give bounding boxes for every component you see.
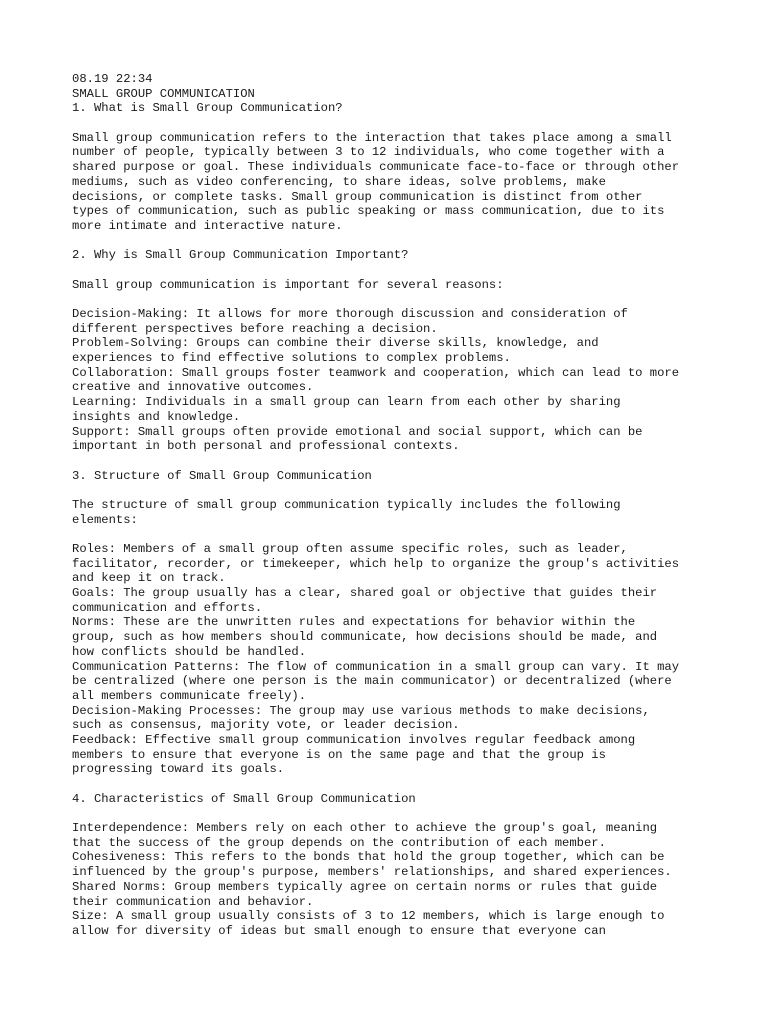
text-line: all members communicate freely). (72, 688, 307, 703)
text-line: shared purpose or goal. These individuals communicate face-to-face or through other (72, 160, 680, 175)
text-line: Norms: These are the unwritten rules and expectations for behavior within the (72, 615, 636, 630)
text-line: Small group communication is important for several reasons: (72, 277, 504, 292)
text-line: important in both personal and professional contexts. (72, 439, 460, 454)
text-line: more intimate and interactive nature. (72, 218, 343, 233)
text-line: Cohesiveness: This refers to the bonds that hold the group together, which can be (72, 850, 665, 865)
text-line: types of communication, such as public speaking or mass communication, due to its (72, 204, 665, 219)
text-line: experiences to find effective solutions to complex problems. (72, 351, 511, 366)
blank-line (72, 116, 722, 131)
text-line: Small group communication refers to the interaction that takes place among a small (72, 130, 672, 145)
paragraph (72, 278, 722, 293)
text-line: elements: (72, 512, 138, 527)
text-line: such as consensus, majority vote, or leader decision. (72, 718, 460, 733)
blank-line (72, 777, 722, 792)
text-line: their communication and behavior. (72, 894, 314, 909)
text-line: allow for diversity of ideas but small enough to ensure that everyone can (72, 923, 606, 938)
text-line: mediums, such as video conferencing, to share ideas, solve problems, make (72, 174, 606, 189)
text-line: Roles: Members of a small group often assume specific roles, such as leader, (72, 542, 628, 556)
text-line: Feedback: Effective small group communication involves regular feedback among (72, 732, 636, 747)
blank-line (72, 454, 722, 469)
paragraph (72, 307, 722, 454)
section-heading: 1. What is Small Group Communication? (72, 101, 343, 116)
text-line: group, such as how members should communicate, how decisions should be made, and (72, 630, 658, 645)
text-line: Shared Norms: Group members typically agree on certain norms or rules that guide (72, 879, 658, 894)
text-line: influenced by the group's purpose, members' relationships, and shared experiences. (72, 865, 672, 880)
blank-line (72, 527, 722, 542)
section-heading: 4. Characteristics of Small Group Communication (72, 791, 416, 806)
text-line: be centralized (where one person is the main communicator) or decentralized (where (72, 674, 672, 689)
blank-line (72, 806, 722, 821)
document-title: SMALL GROUP COMMUNICATION (72, 86, 255, 101)
blank-line (72, 483, 722, 498)
document-page (72, 72, 722, 939)
text-line: Decision-Making Processes: The group may use various methods to make decisions, (72, 703, 650, 718)
paragraph (72, 131, 722, 234)
text-line: The structure of small group communication typically includes the following (72, 497, 621, 512)
paragraph (72, 821, 722, 939)
text-line: communication and efforts. (72, 600, 263, 615)
text-line: number of people, typically between 3 to 12 individuals, who come together with a (72, 145, 665, 160)
text-line: and keep it on track. (72, 571, 226, 586)
text-line: members to ensure that everyone is on the same page and that the group is (72, 747, 606, 762)
blank-line (72, 292, 722, 307)
text-line: creative and innovative outcomes. (72, 380, 314, 395)
document-body (72, 101, 722, 938)
text-line: Learning: Individuals in a small group can learn from each other by sharing (72, 395, 621, 410)
text-line: insights and knowledge. (72, 409, 241, 424)
text-line: Collaboration: Small groups foster teamwork and cooperation, which can lead to more (72, 365, 680, 380)
text-line: Interdependence: Members rely on each other to achieve the group's goal, meaning (72, 821, 658, 836)
text-line: progressing toward its goals. (72, 762, 285, 777)
blank-line (72, 263, 722, 278)
timestamp: 08.19 22:34 (72, 72, 153, 86)
text-line: facilitator, recorder, or timekeeper, which help to organize the group's activities (72, 556, 680, 571)
section-heading: 2. Why is Small Group Communication Important? (72, 248, 409, 263)
text-line: Size: A small group usually consists of 3 to 12 members, which is large enough to (72, 909, 665, 924)
text-line: Support: Small groups often provide emotional and social support, which can be (72, 424, 643, 439)
text-line: Goals: The group usually has a clear, shared goal or objective that guides their (72, 586, 658, 601)
text-line: different perspectives before reaching a decision. (72, 321, 438, 336)
text-line: Communication Patterns: The flow of communication in a small group can vary. It may (72, 659, 680, 674)
section-heading: 3. Structure of Small Group Communication (72, 468, 372, 483)
paragraph (72, 542, 722, 777)
text-line: Decision-Making: It allows for more thorough discussion and consideration of (72, 307, 628, 321)
text-line: Problem-Solving: Groups can combine their diverse skills, knowledge, and (72, 336, 599, 351)
text-line: decisions, or complete tasks. Small group communication is distinct from other (72, 189, 643, 204)
text-line: how conflicts should be handled. (72, 644, 307, 659)
blank-line (72, 234, 722, 249)
paragraph (72, 498, 722, 527)
text-line: that the success of the group depends on the contribution of each member. (72, 835, 606, 850)
